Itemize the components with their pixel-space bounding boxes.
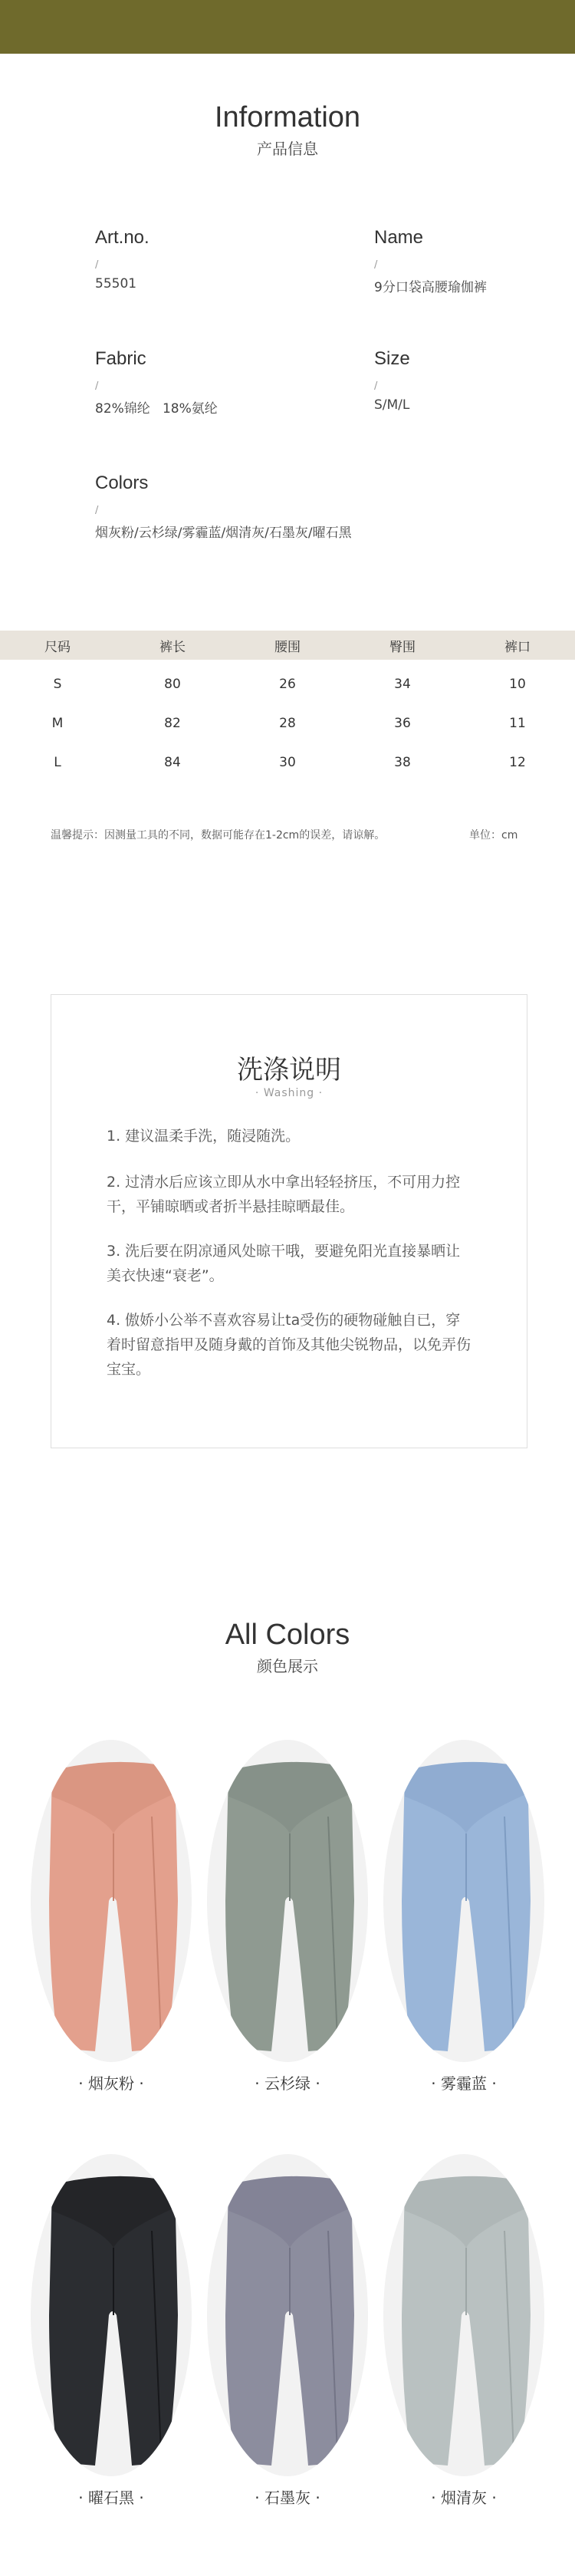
product-photo-frame	[207, 1740, 368, 2062]
info-fabric	[95, 348, 348, 417]
leggings-image	[46, 1748, 180, 2054]
leggings-image	[222, 1748, 356, 2054]
info-colors	[95, 473, 478, 541]
leggings-image	[222, 2162, 356, 2469]
information-title: Information	[214, 101, 361, 133]
table-cell: 84	[164, 754, 181, 770]
table-cell: 80	[164, 676, 181, 692]
table-cell: 28	[279, 715, 296, 731]
all-colors-subtitle: 颜色展示	[257, 1657, 318, 1675]
header-cell: 臀围	[389, 639, 416, 655]
table-cell: 34	[394, 676, 411, 692]
color-name-label: · 云杉绿 ·	[255, 2074, 320, 2093]
washing-subtitle: · Washing ·	[255, 1087, 324, 1099]
washing-box	[51, 994, 527, 1448]
product-photo-frame	[383, 1740, 544, 2062]
size-table-header	[0, 631, 575, 660]
leggings-image	[399, 1748, 533, 2054]
info-value: S/M/L	[374, 397, 410, 413]
size-table	[0, 631, 575, 782]
top-banner-bar	[0, 0, 575, 54]
header-cell: 裤口	[504, 639, 531, 655]
info-label: Name	[374, 227, 424, 248]
info-size	[374, 348, 575, 413]
leggings-image	[46, 2162, 180, 2469]
product-photo-frame	[31, 2154, 192, 2476]
table-row	[0, 664, 575, 703]
table-cell: 36	[394, 715, 411, 731]
info-slash: /	[374, 380, 378, 392]
header-cell: 裤长	[159, 639, 186, 655]
washing-item: 1. 建议温柔手洗，随浸随洗。	[107, 1128, 301, 1145]
product-photo-frame	[31, 1740, 192, 2062]
info-value: 82%锦纶 18%氨纶	[95, 401, 218, 417]
product-photo-frame	[207, 2154, 368, 2476]
table-cell: 26	[279, 676, 296, 692]
washing-item: 2. 过清水后应该立即从水中拿出轻轻挤压，不可用力控干，平铺晾晒或者折半悬挂晾晒最佳。	[107, 1174, 461, 1215]
info-name	[374, 227, 575, 295]
table-cell: S	[53, 676, 62, 692]
all-colors-title: All Colors	[225, 1619, 350, 1651]
header-cell: 尺码	[44, 639, 71, 655]
info-label: Fabric	[95, 348, 146, 369]
info-slash: /	[95, 259, 99, 271]
info-slash: /	[374, 259, 378, 271]
washing-item: 3. 洗后要在阴凉通风处晾干哦，要避免阳光直接暴晒让美衣快速“衰老”。	[107, 1243, 461, 1284]
color-name-label: · 曜石黑 ·	[78, 2489, 144, 2507]
info-value: 55501	[95, 276, 137, 292]
washing-item: 4. 傲娇小公举不喜欢容易让ta受伤的硬物碰触自已，穿着时留意指甲及随身戴的首饰及其他尖锐物品，以免弄伤宝宝。	[107, 1312, 472, 1378]
table-row	[0, 703, 575, 743]
table-cell: 12	[509, 754, 526, 770]
table-cell: 38	[394, 754, 411, 770]
product-photo-frame	[383, 2154, 544, 2476]
washing-title: 洗涤说明	[237, 1055, 341, 1085]
table-cell: 82	[164, 715, 181, 731]
header-cell: 腰围	[274, 639, 301, 655]
info-label: Art.no.	[95, 227, 150, 248]
color-name-label: · 雾霾蓝 ·	[431, 2074, 497, 2093]
info-label: Size	[374, 348, 410, 369]
information-subtitle: 产品信息	[257, 140, 318, 158]
table-cell: 11	[509, 715, 526, 731]
info-slash: /	[95, 380, 99, 392]
unit-label: 单位：cm	[469, 829, 518, 842]
table-cell: L	[54, 754, 61, 770]
info-value: 烟灰粉/云杉绿/雾霾蓝/烟清灰/石墨灰/曜石黑	[95, 525, 352, 541]
info-art-no	[95, 227, 348, 292]
info-label: Colors	[95, 473, 149, 493]
table-cell: M	[51, 715, 64, 731]
leggings-image	[399, 2162, 533, 2469]
color-name-label: · 烟清灰 ·	[431, 2489, 497, 2507]
color-name-label: · 烟灰粉 ·	[78, 2074, 144, 2093]
measurement-notice: 温馨提示：因测量工具的不同，数据可能存在1-2cm的误差，请谅解。	[51, 829, 386, 842]
table-cell: 10	[509, 676, 526, 692]
info-value: 9分口袋高腰瑜伽裤	[374, 280, 487, 295]
color-name-label: · 石墨灰 ·	[255, 2489, 320, 2507]
table-row	[0, 743, 575, 782]
info-slash: /	[95, 505, 99, 516]
table-cell: 30	[279, 754, 296, 770]
